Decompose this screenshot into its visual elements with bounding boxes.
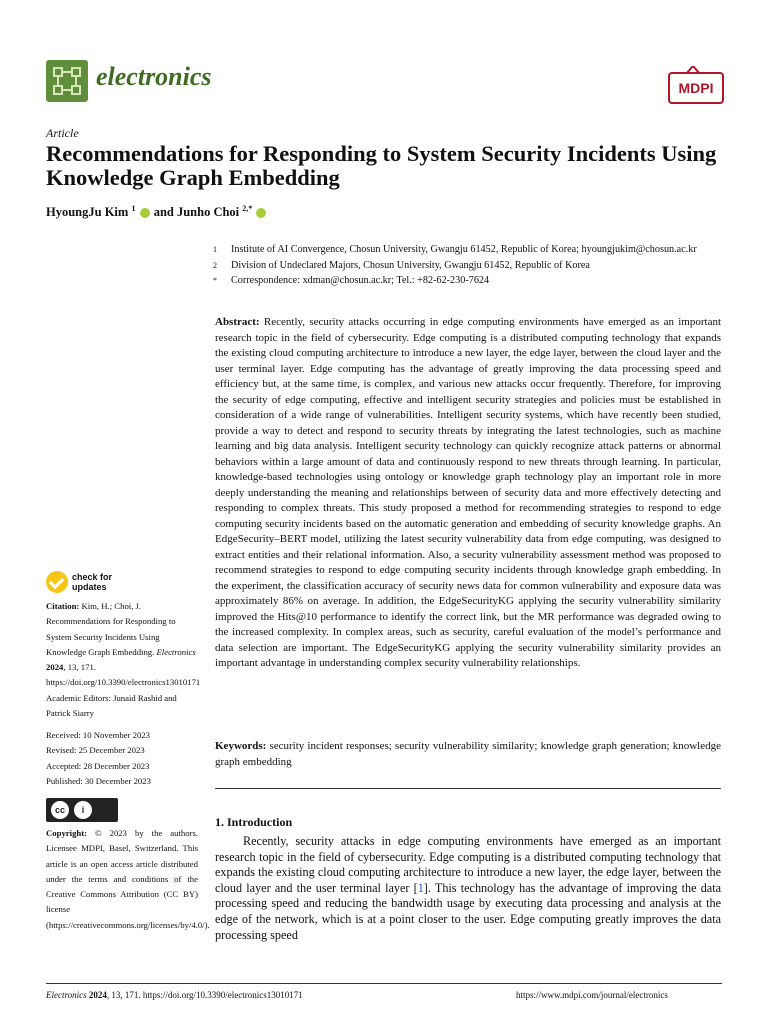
affiliation: 2 Division of Undeclared Majors, Chosun University, Gwangju 61452, Republic of Korea [213, 259, 590, 271]
author-1[interactable]: HyoungJu Kim [46, 205, 129, 220]
cc-license-badge[interactable] [46, 798, 118, 822]
author-2[interactable]: Junho Choi [176, 205, 240, 220]
article-type: Article [46, 126, 79, 140]
journal-logo [46, 60, 88, 102]
affiliations [213, 242, 733, 289]
orcid-icon[interactable] [140, 208, 150, 218]
footer-citation: Electronics 2024, 13, 171. https://doi.org/10.3390/electronics13010171 [46, 990, 303, 1000]
abstract: Abstract: Recently, security attacks occurring in edge computing environments have emerged as an important research topic in the field of cybersecurity. Edge computing is a distributed computing technology that expands the existing cloud computing architecture to introduce a new layer, the edge layer, between the cloud layer and the user terminal layer. Edge computing has the advantage of greatly improving the data processing speed and efficiency but, at the same time, is complex, and various new attacks occur frequently. Therefore, for improving the security of edge computing, effective and intelligent security strategies and policies must be established in consideration of a wide range of vulnerabilities. Intelligent security systems, which have recently been studied, provide a way to detect and respond to security threats by integrating the latest technologies, such as machine learning and big data analysis. Intelligent security technology can quickly recognize attack patterns or abnormal behaviors within a large amount of data and continuously respond to new threats through learning. In particular, knowledge-based technologies using ontology or knowledge graph technology play an important role in more deeply understanding the meaning and relationships between of security data and more effectively detecting and responding to complex threats. This study proposed a method for recommending strategies to respond to edge computing security incidents based on the automatic generation and embedding of security knowledge graphs. An EdgeSecurity–BERT model, utilizing the latest security vulnerability data from edge computing, was designed to extract entities and their relational information. Also, a security vulnerability assessment method was proposed to recommend strategies to respond to edge computing security incidents through knowledge graph embedding. In the experiment, the classification accuracy of security news data for common vulnerability and exposure data was approximately 86% on average. In addition, the EdgeSecurityKG applying the security vulnerability similarity improved the Hits@10 performance to identify the correct link, but the MR performance was degraded owing to the increased complexity. In complex areas, such as security, careful evaluation of the model’s performance and data selection are important. The EdgeSecurityKG applying the security vulnerability similarity provides an important advantage in understanding complex security vulnerability relationships. [215, 316, 722, 669]
section-heading: 1. Introduction [215, 815, 293, 829]
check-for-updates-button[interactable]: check for updates [46, 571, 112, 593]
correspondence: * Correspondence: xdman@chosun.ac.kr; Tel.: +82-62-230-7624 [213, 275, 490, 286]
check-icon [46, 571, 68, 593]
dates: Received: 10 November 2023 Revised: 25 December 2023 Accepted: 28 December 2023 Published: 30 December 2023 [46, 730, 151, 786]
journal-name: electronics [96, 62, 212, 91]
footer-divider [46, 983, 722, 984]
footer-journal-url[interactable]: https://www.mdpi.com/journal/electronics [516, 990, 668, 1000]
citation: Citation: Kim, H.; Choi, J. Recommendations for Responding to System Security Incidents Using Knowledge Graph Embedding. Electronics 2024, 13, 171. https://doi.org/10.3390/electronics13010171 [46, 601, 201, 688]
divider [215, 788, 721, 789]
orcid-icon[interactable] [256, 208, 266, 218]
keywords: Keywords: security incident responses; security vulnerability similarity; knowledge graph generation; knowledge graph embedding [215, 740, 722, 768]
intro-text: Recently, security attacks in edge computing environments have emerged as an important research topic in the field of cybersecurity. Edge computing is a distributed computing technology that expands the existing cloud computing architecture to introduce a new layer, the edge layer, between the cloud layer and the user terminal layer [1]. This technology has the advantage of improving the data processing speed and reducing the bandwidth usage by executing data processing and analysis at the edge of the network, which is at a point closer to the user. Edge computing greatly improves the data processing speed [215, 834, 722, 942]
publisher-logo: MDPI [668, 72, 724, 104]
copyright: Copyright: © 2023 by the authors. Licensee MDPI, Basel, Switzerland. This article is an open access article distributed under the terms and conditions of the Creative Commons Attribution (CC BY) license (https://creativecommons.org/licenses/by/4.0/). [46, 828, 210, 930]
reference-link[interactable]: 1 [417, 880, 424, 895]
attribution-icon: i [74, 801, 92, 819]
affiliation: 1 Institute of AI Convergence, Chosun University, Gwangju 61452, Republic of Korea; hyoungjukim@chosun.ac.kr [213, 244, 697, 255]
authors: HyoungJu Kim $^1$ and Junho Choi $^{2,*}$ [46, 204, 267, 220]
article-title: Recommendations for Responding to System Security Incidents Using Knowledge Graph Embedding [46, 141, 717, 190]
academic-editors: Academic Editors: Junaid Rashid and Patrick Siarry [46, 693, 177, 719]
cc-icon: cc [51, 801, 69, 819]
